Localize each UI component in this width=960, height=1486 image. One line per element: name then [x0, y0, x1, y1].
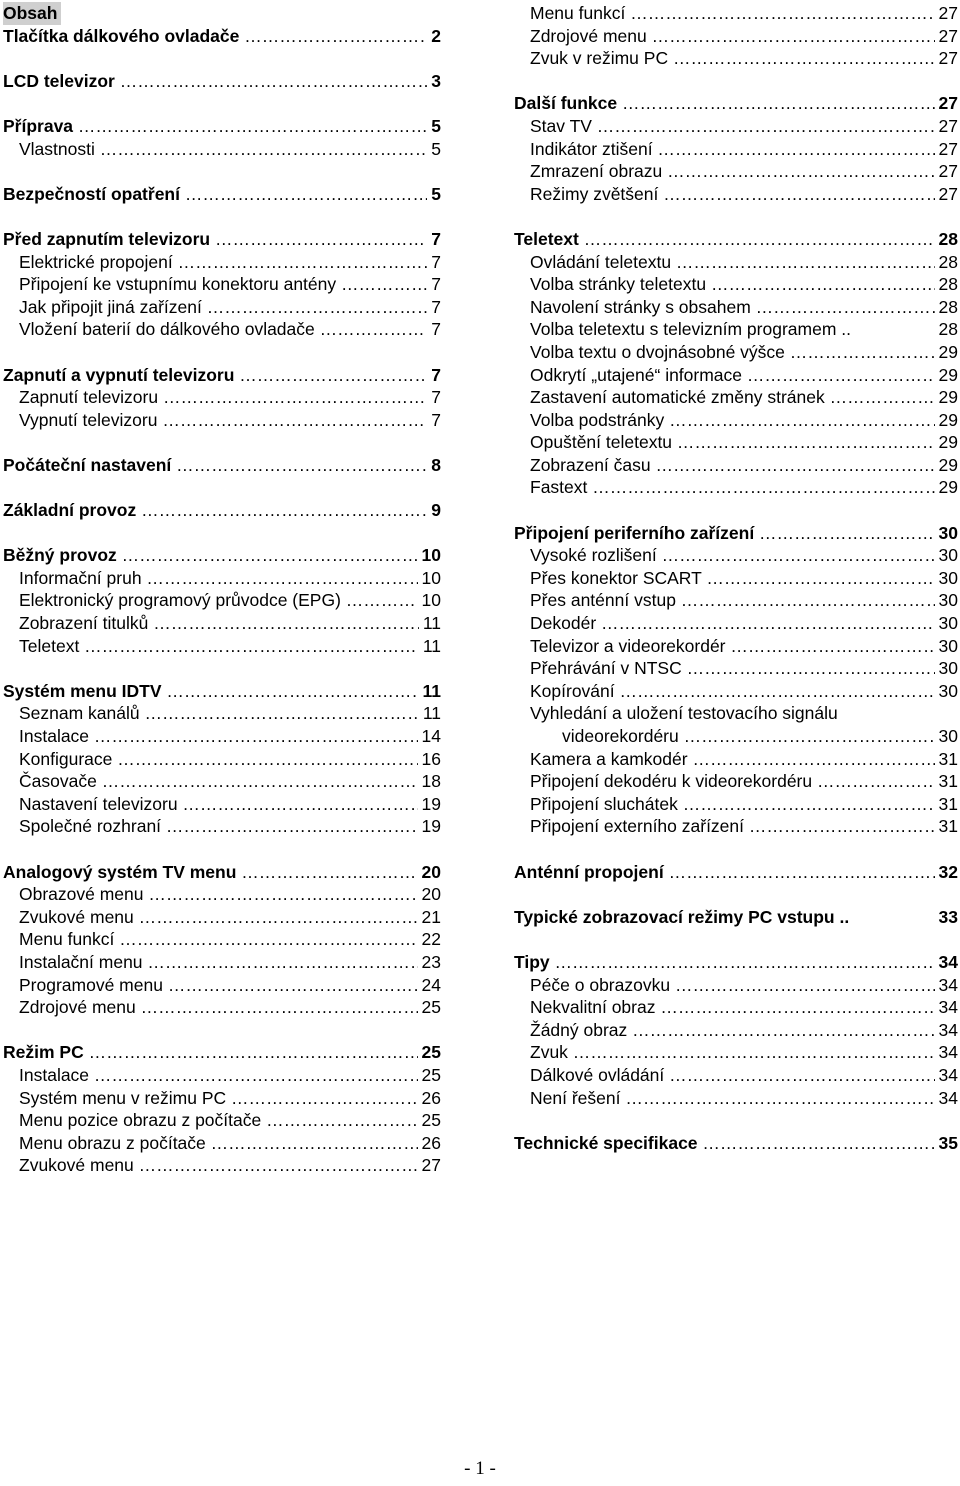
- toc-entry-page: 27: [935, 25, 958, 48]
- toc-entry-label: Před zapnutím televizoru …………………………………………………………………………………………: [3, 228, 441, 251]
- toc-entry-label: Anténní propojení …………………………………………………………………………………………: [514, 861, 958, 884]
- toc-entry-page: 7: [427, 364, 441, 387]
- toc-entry-label: Teletext …………………………………………………………………………………………: [514, 228, 958, 251]
- toc-subsection-entry[interactable]: [3, 748, 441, 771]
- toc-entry-page: 22: [418, 928, 441, 951]
- toc-entry-page: 28: [935, 251, 958, 274]
- toc-section-entry[interactable]: [3, 25, 441, 48]
- toc-entry-label: Zobrazení titulků …………………………………………………………………………………………: [3, 612, 441, 635]
- toc-entry-label: Připojení dekodéru k videorekordéru …………………………………………………………………………………………: [514, 770, 958, 793]
- toc-title-row: [3, 2, 441, 25]
- toc-subsection-entry[interactable]: [3, 725, 441, 748]
- toc-entry-page: 30: [935, 657, 958, 680]
- toc-subsection-entry[interactable]: [3, 883, 441, 906]
- toc-subsection-entry[interactable]: [3, 318, 441, 341]
- toc-subsection-entry[interactable]: [3, 770, 441, 793]
- toc-entry-page: 10: [418, 567, 441, 590]
- toc-section-entry[interactable]: [514, 951, 958, 974]
- toc-entry-label: Odkrytí „utajené“ informace …………………………………………………………………………………………: [514, 364, 958, 387]
- toc-entry-page: 11: [419, 612, 441, 635]
- toc-subsection-entry[interactable]: [514, 364, 958, 387]
- toc-section-entry[interactable]: [3, 183, 441, 206]
- toc-subsection-entry[interactable]: [514, 115, 958, 138]
- toc-entry-page: 5: [427, 138, 441, 161]
- toc-entry-label: Volba podstránky …………………………………………………………………………………………: [514, 409, 958, 432]
- toc-entry-page: 20: [418, 883, 441, 906]
- toc-entry-label: Analogový systém TV menu …………………………………………………………………………………………: [3, 861, 441, 884]
- toc-section-entry[interactable]: [3, 115, 441, 138]
- toc-entry-page: 11: [419, 702, 441, 725]
- toc-entry-page: 3: [427, 70, 441, 93]
- toc-subsection-entry[interactable]: [3, 409, 441, 432]
- toc-subsection-entry[interactable]: [3, 1154, 441, 1177]
- toc-entry-label: Indikátor ztišení …………………………………………………………………………………………: [514, 138, 958, 161]
- toc-entry-label: Režim PC …………………………………………………………………………………………: [3, 1041, 441, 1064]
- toc-subsection-entry[interactable]: [3, 793, 441, 816]
- toc-entry-page: 27: [935, 92, 958, 115]
- toc-entry-page: 34: [935, 1019, 958, 1042]
- toc-subsection-entry[interactable]: [514, 386, 958, 409]
- toc-entry-label: Instalační menu …………………………………………………………………………………………: [3, 951, 441, 974]
- toc-entry-page: 32: [935, 861, 958, 884]
- toc-entry-page: 7: [427, 251, 441, 274]
- toc-entry-page: 34: [935, 1041, 958, 1064]
- toc-subsection-entry[interactable]: [3, 702, 441, 725]
- toc-subsection-entry[interactable]: [3, 1109, 441, 1132]
- toc-entry-page: 30: [935, 567, 958, 590]
- toc-section-entry[interactable]: [3, 680, 441, 703]
- toc-entry-label: Menu obrazu z počítače …………………………………………………………………………………………: [3, 1132, 441, 1155]
- toc-subsection-entry[interactable]: [514, 793, 958, 816]
- toc-entry-page: 7: [427, 273, 441, 296]
- toc-entry-page: 31: [935, 793, 958, 816]
- toc-entry-label: Tipy …………………………………………………………………………………………: [514, 951, 958, 974]
- toc-subsection-entry[interactable]: [514, 318, 958, 341]
- toc-entry-page: 29: [935, 409, 958, 432]
- toc-entry-label: Ovládání teletextu …………………………………………………………………………………………: [514, 251, 958, 274]
- toc-subsection-entry[interactable]: [514, 815, 958, 838]
- toc-entry-label: Zvuk …………………………………………………………………………………………: [514, 1041, 958, 1064]
- toc-entry-label: Typické zobrazovací režimy PC vstupu ..: [514, 906, 850, 927]
- toc-entry-label: Systém menu IDTV …………………………………………………………………………………………: [3, 680, 441, 703]
- toc-entry-label: Další funkce …………………………………………………………………………………………: [514, 92, 958, 115]
- toc-entry-page: 27: [418, 1154, 441, 1177]
- toc-entry-page: 35: [935, 1132, 958, 1155]
- toc-entry-label: Přes anténní vstup …………………………………………………………………………………………: [514, 589, 958, 612]
- toc-section-entry[interactable]: [514, 906, 958, 929]
- toc-section-entry[interactable]: [3, 228, 441, 251]
- toc-entry-page: 19: [418, 815, 441, 838]
- toc-entry-page: 14: [418, 725, 441, 748]
- toc-section-entry[interactable]: [3, 1041, 441, 1064]
- toc-entry-label: Připojení periferního zařízení …………………………………………………………………………………………: [514, 522, 958, 545]
- toc-subsection-entry[interactable]: [3, 635, 441, 658]
- toc-subsection-entry[interactable]: [514, 725, 958, 748]
- toc-entry-label: Seznam kanálů …………………………………………………………………………………………: [3, 702, 441, 725]
- toc-entry-label: Fastext …………………………………………………………………………………………: [514, 476, 958, 499]
- toc-entry-label: Nekvalitní obraz …………………………………………………………………………………………: [514, 996, 958, 1019]
- toc-entry-page: 27: [935, 2, 958, 25]
- toc-entry-label: Bezpečností opatření …………………………………………………………………………………………: [3, 183, 441, 206]
- toc-entry-page: 25: [418, 1109, 441, 1132]
- toc-entry-label: Přes konektor SCART …………………………………………………………………………………………: [514, 567, 958, 590]
- toc-entry-label: Připojení ke vstupnímu konektoru antény …………………………………………………………………………………………: [3, 273, 441, 296]
- toc-entry-label: Připojení externího zařízení …………………………………………………………………………………………: [514, 815, 958, 838]
- toc-entry-page: 34: [935, 1064, 958, 1087]
- toc-subsection-entry[interactable]: [514, 2, 958, 25]
- toc-entry-page: 34: [935, 974, 958, 997]
- toc-subsection-entry[interactable]: [514, 138, 958, 161]
- toc-entry-page: 18: [418, 770, 441, 793]
- toc-entry-label: Připojení sluchátek …………………………………………………………………………………………: [514, 793, 958, 816]
- toc-entry-page: 11: [419, 680, 442, 703]
- toc-title: Obsah: [3, 2, 61, 25]
- toc-entry-page: 29: [935, 341, 958, 364]
- toc-subsection-entry[interactable]: [3, 951, 441, 974]
- toc-subsection-entry[interactable]: [3, 612, 441, 635]
- toc-subsection-entry[interactable]: [514, 160, 958, 183]
- toc-section-entry[interactable]: [514, 522, 958, 545]
- toc-entry-page: 20: [418, 861, 441, 884]
- toc-entry-label: Menu funkcí …………………………………………………………………………………………: [3, 928, 441, 951]
- toc-entry-label: Režimy zvětšení …………………………………………………………………………………………: [514, 183, 958, 206]
- toc-entry-label: Volba teletextu s televizním programem ..: [530, 319, 851, 340]
- toc-subsection-entry[interactable]: [3, 1064, 441, 1087]
- toc-right-column: [514, 2, 958, 1154]
- toc-section-entry[interactable]: [514, 1132, 958, 1155]
- toc-entry-label: Opuštění teletextu …………………………………………………………………………………………: [514, 431, 958, 454]
- toc-subsection-entry[interactable]: [514, 702, 958, 725]
- toc-subsection-entry[interactable]: [3, 928, 441, 951]
- toc-subsection-entry[interactable]: [514, 1064, 958, 1087]
- toc-entry-label: Vyhledání a uložení testovacího signálu: [530, 703, 838, 724]
- toc-section-entry[interactable]: [514, 92, 958, 115]
- toc-entry-page: 25: [418, 1041, 441, 1064]
- toc-entry-label: Zvukové menu …………………………………………………………………………………………: [3, 1154, 441, 1177]
- toc-subsection-entry[interactable]: [3, 296, 441, 319]
- toc-entry-label: Zapnutí a vypnutí televizoru …………………………………………………………………………………………: [3, 364, 441, 387]
- toc-entry-label: Společné rozhraní …………………………………………………………………………………………: [3, 815, 441, 838]
- toc-subsection-entry[interactable]: [514, 996, 958, 1019]
- toc-subsection-entry[interactable]: [514, 273, 958, 296]
- toc-subsection-entry[interactable]: [3, 1132, 441, 1155]
- toc-entry-page: 28: [935, 228, 958, 251]
- toc-subsection-entry[interactable]: [514, 748, 958, 771]
- toc-entry-page: 27: [935, 160, 958, 183]
- toc-entry-page: 7: [427, 409, 441, 432]
- toc-subsection-entry[interactable]: [514, 680, 958, 703]
- toc-entry-page: 26: [418, 1132, 441, 1155]
- toc-entry-label: Počáteční nastavení …………………………………………………………………………………………: [3, 454, 441, 477]
- toc-subsection-entry[interactable]: [514, 296, 958, 319]
- toc-section-entry[interactable]: [3, 544, 441, 567]
- toc-entry-label: Konfigurace …………………………………………………………………………………………: [3, 748, 441, 771]
- toc-subsection-entry[interactable]: [514, 1019, 958, 1042]
- toc-subsection-entry[interactable]: [514, 1087, 958, 1110]
- toc-entry-page: 5: [427, 115, 441, 138]
- toc-entry-page: 31: [935, 815, 958, 838]
- toc-section-entry[interactable]: [3, 70, 441, 93]
- toc-subsection-entry[interactable]: [514, 47, 958, 70]
- toc-subsection-entry[interactable]: [3, 815, 441, 838]
- toc-entry-page: 30: [935, 544, 958, 567]
- toc-section-entry[interactable]: [3, 454, 441, 477]
- toc-subsection-entry[interactable]: [3, 251, 441, 274]
- toc-entry-label: Péče o obrazovku …………………………………………………………………………………………: [514, 974, 958, 997]
- toc-section-entry[interactable]: [3, 364, 441, 387]
- toc-entry-page: 28: [935, 318, 958, 341]
- toc-entry-label: Dálkové ovládání …………………………………………………………………………………………: [514, 1064, 958, 1087]
- toc-entry-page: 5: [427, 183, 441, 206]
- toc-subsection-entry[interactable]: [514, 974, 958, 997]
- toc-entry-page: 27: [935, 47, 958, 70]
- toc-subsection-entry[interactable]: [3, 974, 441, 997]
- toc-entry-label: Menu pozice obrazu z počítače …………………………………………………………………………………………: [3, 1109, 441, 1132]
- toc-entry-label: Dekodér …………………………………………………………………………………………: [514, 612, 958, 635]
- toc-entry-label: Kamera a kamkodér …………………………………………………………………………………………: [514, 748, 958, 771]
- toc-entry-page: 30: [935, 725, 958, 748]
- toc-entry-page: 29: [935, 431, 958, 454]
- toc-subsection-entry[interactable]: [514, 251, 958, 274]
- toc-entry-page: 25: [418, 1064, 441, 1087]
- toc-section-entry[interactable]: [514, 861, 958, 884]
- toc-subsection-entry[interactable]: [3, 567, 441, 590]
- toc-entry-page: 21: [418, 906, 441, 929]
- toc-subsection-entry[interactable]: [514, 657, 958, 680]
- toc-entry-label: Zastavení automatické změny stránek …………………………………………………………………………………………: [514, 386, 958, 409]
- page-number: - 1 -: [464, 1458, 496, 1479]
- toc-entry-label: Volba stránky teletextu …………………………………………………………………………………………: [514, 273, 958, 296]
- toc-entry-page: 7: [427, 296, 441, 319]
- toc-entry-label: Základní provoz …………………………………………………………………………………………: [3, 499, 441, 522]
- toc-entry-page: 33: [935, 906, 958, 929]
- toc-entry-label: videorekordéru …………………………………………………………………………………………: [514, 725, 958, 748]
- toc-entry-page: 10: [418, 544, 441, 567]
- toc-entry-label: Tlačítka dálkového ovladače …………………………………………………………………………………………: [3, 25, 441, 48]
- toc-entry-page: 10: [418, 589, 441, 612]
- toc-subsection-entry[interactable]: [3, 386, 441, 409]
- toc-entry-label: Stav TV …………………………………………………………………………………………: [514, 115, 958, 138]
- toc-entry-page: 8: [427, 454, 441, 477]
- toc-entry-page: 30: [935, 522, 958, 545]
- toc-entry-label: Zapnutí televizoru …………………………………………………………………………………………: [3, 386, 441, 409]
- toc-subsection-entry[interactable]: [514, 476, 958, 499]
- toc-entry-page: 34: [935, 996, 958, 1019]
- toc-subsection-entry[interactable]: [514, 183, 958, 206]
- toc-entry-page: 9: [427, 499, 441, 522]
- toc-subsection-entry[interactable]: [514, 567, 958, 590]
- toc-entry-label: Zdrojové menu …………………………………………………………………………………………: [3, 996, 441, 1019]
- toc-entry-page: 30: [935, 589, 958, 612]
- toc-entry-page: 29: [935, 454, 958, 477]
- toc-entry-label: Systém menu v režimu PC …………………………………………………………………………………………: [3, 1087, 441, 1110]
- toc-subsection-entry[interactable]: [3, 1087, 441, 1110]
- toc-subsection-entry[interactable]: [514, 454, 958, 477]
- toc-subsection-entry[interactable]: [3, 138, 441, 161]
- toc-entry-label: Zvuk v režimu PC …………………………………………………………………………………………: [514, 47, 958, 70]
- toc-entry-page: 27: [935, 115, 958, 138]
- toc-entry-label: Programové menu …………………………………………………………………………………………: [3, 974, 441, 997]
- toc-entry-page: 27: [935, 183, 958, 206]
- toc-entry-label: Zobrazení času …………………………………………………………………………………………: [514, 454, 958, 477]
- toc-subsection-entry[interactable]: [3, 273, 441, 296]
- toc-entry-label: Elektrické propojení …………………………………………………………………………………………: [3, 251, 441, 274]
- toc-entry-label: Vysoké rozlišení …………………………………………………………………………………………: [514, 544, 958, 567]
- toc-entry-page: 7: [427, 318, 441, 341]
- toc-entry-label: Menu funkcí …………………………………………………………………………………………: [514, 2, 958, 25]
- toc-entry-label: Příprava …………………………………………………………………………………………: [3, 115, 441, 138]
- toc-entry-page: 19: [418, 793, 441, 816]
- toc-section-entry[interactable]: [3, 861, 441, 884]
- toc-entry-page: 25: [418, 996, 441, 1019]
- toc-entry-page: 26: [418, 1087, 441, 1110]
- toc-subsection-entry[interactable]: [514, 431, 958, 454]
- toc-entry-page: 34: [935, 1087, 958, 1110]
- toc-entry-label: Zvukové menu …………………………………………………………………………………………: [3, 906, 441, 929]
- toc-entry-label: Vložení baterií do dálkového ovladače …………………………………………………………………………………………: [3, 318, 441, 341]
- toc-entry-label: Zmrazení obrazu …………………………………………………………………………………………: [514, 160, 958, 183]
- toc-entry-page: 29: [935, 386, 958, 409]
- toc-entry-page: 7: [427, 386, 441, 409]
- toc-entry-label: Vypnutí televizoru …………………………………………………………………………………………: [3, 409, 441, 432]
- toc-entry-label: Běžný provoz …………………………………………………………………………………………: [3, 544, 441, 567]
- toc-subsection-entry[interactable]: [3, 589, 441, 612]
- toc-entry-page: 16: [418, 748, 441, 771]
- toc-entry-page: 31: [935, 770, 958, 793]
- toc-entry-label: Instalace …………………………………………………………………………………………: [3, 1064, 441, 1087]
- toc-subsection-entry[interactable]: [3, 996, 441, 1019]
- toc-entry-label: Instalace …………………………………………………………………………………………: [3, 725, 441, 748]
- toc-entry-label: Televizor a videorekordér …………………………………………………………………………………………: [514, 635, 958, 658]
- toc-entry-page: 11: [419, 635, 441, 658]
- toc-section-entry[interactable]: [514, 228, 958, 251]
- toc-entry-label: Elektronický programový průvodce (EPG) …………………………………………………………………………………………: [3, 589, 441, 612]
- toc-entry-label: Žádný obraz …………………………………………………………………………………………: [514, 1019, 958, 1042]
- toc-right-entries: [514, 2, 958, 1154]
- toc-subsection-entry[interactable]: [514, 1041, 958, 1064]
- toc-left-column: [3, 2, 441, 1177]
- toc-entry-label: Časovače …………………………………………………………………………………………: [3, 770, 441, 793]
- toc-entry-page: 29: [935, 364, 958, 387]
- toc-entry-page: 30: [935, 612, 958, 635]
- toc-entry-page: 29: [935, 476, 958, 499]
- toc-entry-label: Jak připojit jiná zařízení …………………………………………………………………………………………: [3, 296, 441, 319]
- toc-subsection-entry[interactable]: [514, 612, 958, 635]
- toc-entry-label: Vlastnosti …………………………………………………………………………………………: [3, 138, 441, 161]
- toc-entry-label: Navolení stránky s obsahem …………………………………………………………………………………………: [514, 296, 958, 319]
- toc-entry-label: Informační pruh …………………………………………………………………………………………: [3, 567, 441, 590]
- toc-subsection-entry[interactable]: [3, 906, 441, 929]
- toc-subsection-entry[interactable]: [514, 770, 958, 793]
- toc-entry-label: Přehrávání v NTSC …………………………………………………………………………………………: [514, 657, 958, 680]
- toc-entry-label: Teletext …………………………………………………………………………………………: [3, 635, 441, 658]
- toc-entry-page: 24: [418, 974, 441, 997]
- toc-entry-page: 23: [418, 951, 441, 974]
- toc-entry-label: Nastavení televizoru …………………………………………………………………………………………: [3, 793, 441, 816]
- toc-entry-page: 28: [935, 296, 958, 319]
- toc-entry-page: 2: [427, 25, 441, 48]
- toc-entry-page: 27: [935, 138, 958, 161]
- toc-entry-label: Není řešení …………………………………………………………………………………………: [514, 1087, 958, 1110]
- toc-entry-label: Kopírování …………………………………………………………………………………………: [514, 680, 958, 703]
- toc-subsection-entry[interactable]: [514, 25, 958, 48]
- toc-entry-page: 7: [427, 228, 441, 251]
- toc-subsection-entry[interactable]: [514, 409, 958, 432]
- toc-entry-page: 30: [935, 635, 958, 658]
- toc-subsection-entry[interactable]: [514, 544, 958, 567]
- toc-entry-label: Zdrojové menu …………………………………………………………………………………………: [514, 25, 958, 48]
- toc-subsection-entry[interactable]: [514, 589, 958, 612]
- toc-entry-label: Volba textu o dvojnásobné výšce …………………………………………………………………………………………: [514, 341, 958, 364]
- toc-subsection-entry[interactable]: [514, 635, 958, 658]
- toc-left-entries: [3, 25, 441, 1177]
- toc-entry-label: Obrazové menu …………………………………………………………………………………………: [3, 883, 441, 906]
- toc-entry-page: 34: [935, 951, 958, 974]
- toc-subsection-entry[interactable]: [514, 341, 958, 364]
- toc-entry-page: 30: [935, 680, 958, 703]
- toc-entry-label: Technické specifikace …………………………………………………………………………………………: [514, 1132, 958, 1155]
- toc-section-entry[interactable]: [3, 499, 441, 522]
- toc-entry-label: LCD televizor …………………………………………………………………………………………: [3, 70, 441, 93]
- toc-entry-page: 31: [935, 748, 958, 771]
- toc-entry-page: 28: [935, 273, 958, 296]
